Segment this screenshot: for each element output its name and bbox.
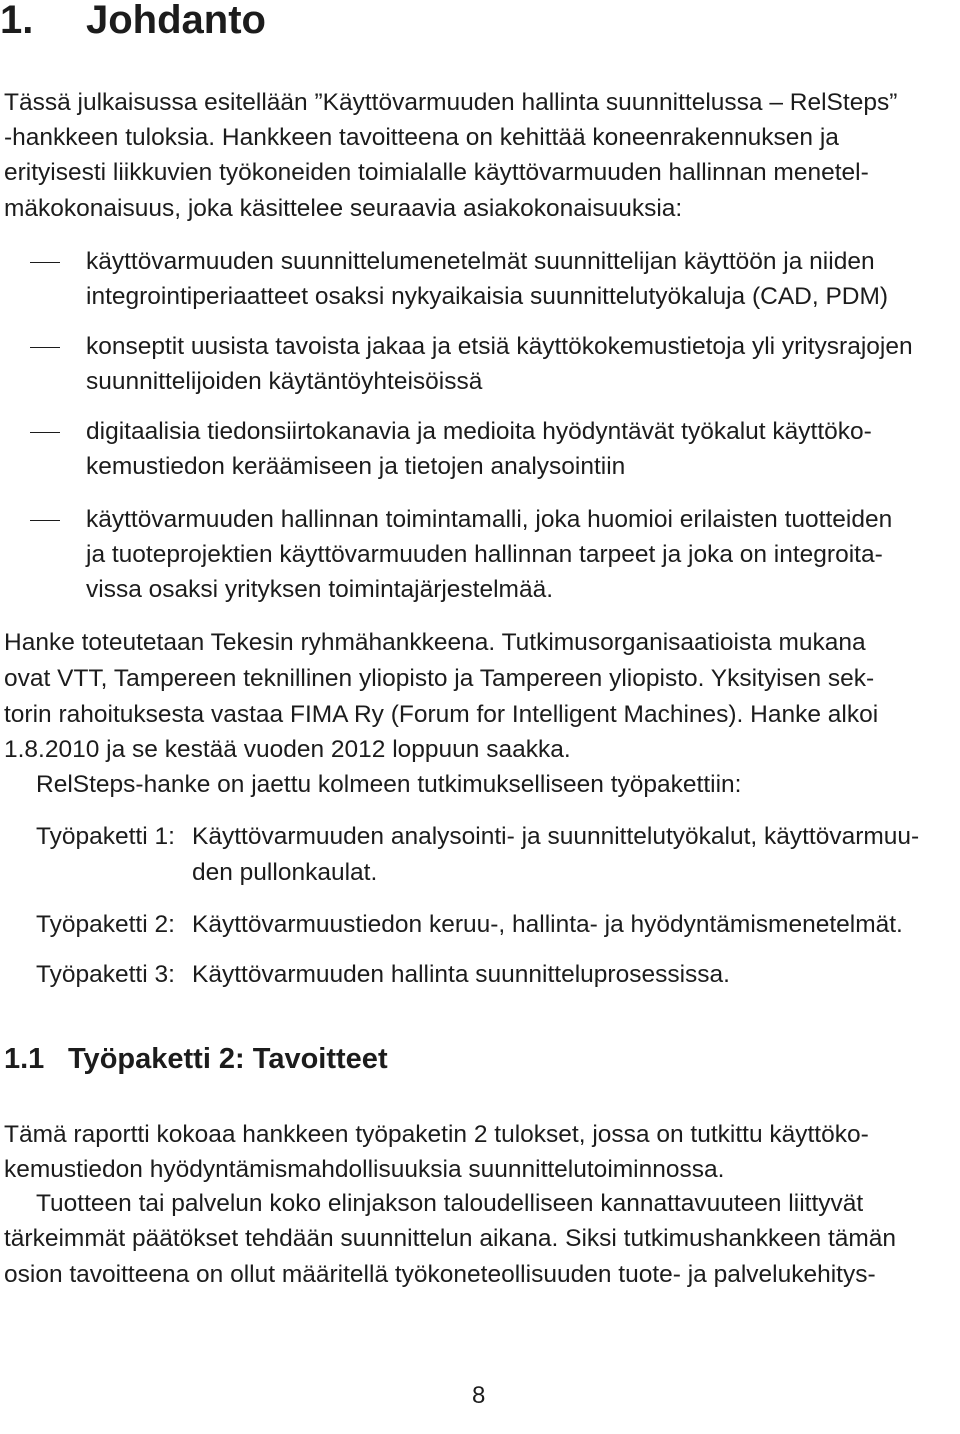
chapter-number: 1.	[0, 0, 34, 42]
bullet-line: vissa osaksi yrityksen toimintajärjestelmää.	[86, 576, 554, 603]
bullet-line: suunnittelijoiden käytäntöyhteisöissä	[86, 368, 483, 395]
intro-line: erityisesti liikkuvien työkoneiden toimialalle käyttövarmuuden hallinnan menetel-	[4, 159, 869, 186]
intro-line: Tässä julkaisussa esitellään ”Käyttövarmuuden hallinta suunnittelussa – RelSteps”	[4, 89, 898, 116]
dash-bullet	[30, 520, 60, 521]
work-package-text: Käyttövarmuuden analysointi- ja suunnittelutyökalut, käyttövarmuu-	[192, 823, 920, 850]
section-line: osion tavoitteena on ollut määritellä työkoneteollisuuden tuote- ja palvelukehitys-	[4, 1261, 876, 1288]
dash-bullet	[30, 347, 60, 348]
chapter-title: Johdanto	[86, 0, 266, 42]
work-package-text: Käyttövarmuuden hallinta suunnitteluprosessissa.	[192, 961, 730, 988]
work-package-label: Työpaketti 3:	[36, 961, 175, 988]
bullet-line: kemustiedon keräämiseen ja tietojen analysointiin	[86, 453, 626, 480]
project-line: torin rahoituksesta vastaa FIMA Ry (Forum for Intelligent Machines). Hanke alkoi	[4, 701, 879, 728]
bullet-line: ja tuoteprojektien käyttövarmuuden hallinnan tarpeet ja joka on integroita-	[86, 541, 883, 568]
work-package-label: Työpaketti 1:	[36, 823, 175, 850]
section-title: Työpaketti 2: Tavoitteet	[68, 1043, 388, 1075]
page-number: 8	[472, 1382, 486, 1409]
section-line: tärkeimmät päätökset tehdään suunnittelun aikana. Siksi tutkimushankkeen tämän	[4, 1225, 897, 1252]
dash-bullet	[30, 432, 60, 433]
project-line: ovat VTT, Tampereen teknillinen yliopisto ja Tampereen yliopisto. Yksityisen sek-	[4, 665, 875, 692]
intro-line: -hankkeen tuloksia. Hankkeen tavoitteena on kehittää koneenrakennuksen ja	[4, 124, 839, 151]
work-package-text: den pullonkaulat.	[192, 859, 378, 886]
section-number: 1.1	[4, 1043, 45, 1075]
bullet-line: digitaalisia tiedonsiirtokanavia ja medioita hyödyntävät työkalut käyttöko-	[86, 418, 872, 445]
work-package-label: Työpaketti 2:	[36, 911, 175, 938]
work-package-text: Käyttövarmuustiedon keruu-, hallinta- ja hyödyntämismenetelmät.	[192, 911, 903, 938]
bullet-line: käyttövarmuuden hallinnan toimintamalli, joka huomioi erilaisten tuotteiden	[86, 506, 893, 533]
section-line: kemustiedon hyödyntämismahdollisuuksia suunnittelutoiminnossa.	[4, 1156, 725, 1183]
packages-intro: RelSteps-hanke on jaettu kolmeen tutkimukselliseen työpakettiin:	[36, 771, 742, 798]
project-line: Hanke toteutetaan Tekesin ryhmähankkeena. Tutkimusorganisaatioista mukana	[4, 629, 866, 656]
project-line: 1.8.2010 ja se kestää vuoden 2012 loppuun saakka.	[4, 736, 571, 763]
bullet-line: konseptit uusista tavoista jakaa ja etsiä käyttökokemustietoja yli yritysrajojen	[86, 333, 913, 360]
dash-bullet	[30, 262, 60, 263]
bullet-line: käyttövarmuuden suunnittelumenetelmät suunnittelijan käyttöön ja niiden	[86, 248, 875, 275]
bullet-line: integrointiperiaatteet osaksi nykyaikaisia suunnittelutyökaluja (CAD, PDM)	[86, 283, 889, 310]
section-line: Tuotteen tai palvelun koko elinjakson taloudelliseen kannattavuuteen liittyvät	[36, 1190, 864, 1217]
section-line: Tämä raportti kokoaa hankkeen työpaketin 2 tulokset, jossa on tutkittu käyttöko-	[4, 1121, 869, 1148]
intro-line: mäkokonaisuus, joka käsittelee seuraavia asiakokonaisuuksia:	[4, 195, 683, 222]
